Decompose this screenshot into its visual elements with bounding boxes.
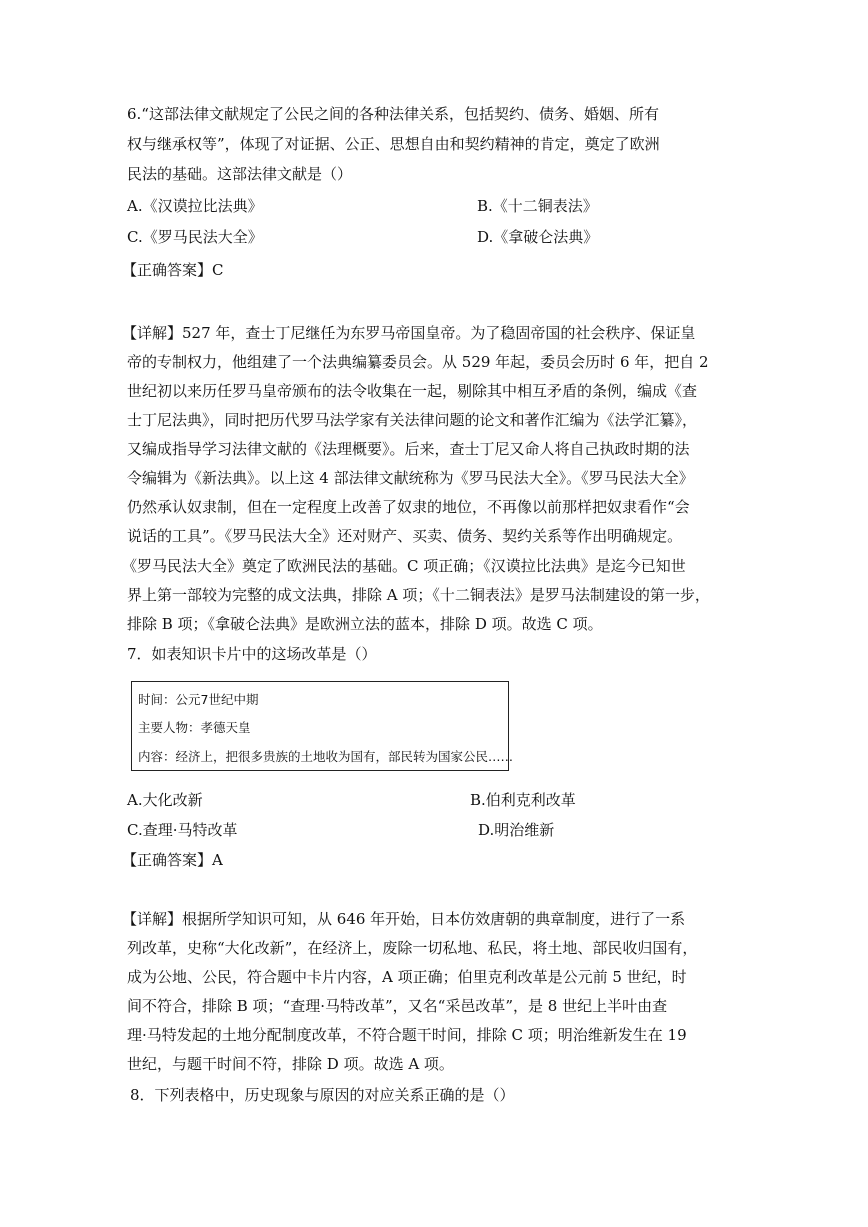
card-content: 内容：经济上，把很多贵族的土地收为国有，部民转为国家公民……: [138, 749, 514, 764]
q6-option-a[interactable]: A.《汉谟拉比法典》: [127, 197, 263, 215]
q6-detail-line-10: 界上第一部较为完整的成文法典，排除 A 项；《十二铜表法》是罗马法制建设的第一步，: [127, 586, 710, 604]
q6-detail-line-8: 说话的工具”。《罗马民法大全》还对财产、买卖、债务、契约关系等作出明确规定。: [127, 527, 683, 545]
q7-stem: 7．如表知识卡片中的这场改革是（）: [127, 645, 377, 663]
q6-option-d[interactable]: D.《拿破仑法典》: [477, 228, 599, 246]
q6-detail-line-6: 令编辑为《新法典》。以上这 4 部法律文献统称为《罗马民法大全》。《罗马民法大全》: [127, 469, 694, 487]
q6-stem-line-1: 6.“这部法律文献规定了公民之间的各种法律关系，包括契约、债务、婚姻、所有: [127, 105, 659, 123]
card-time: 时间：公元7世纪中期: [138, 692, 259, 707]
q6-answer: 【正确答案】C: [122, 261, 224, 279]
q7-option-a[interactable]: A.大化改新: [127, 791, 203, 809]
q7-detail-line-1: 【详解】根据所学知识可知，从 646 年开始，日本仿效唐朝的典章制度，进行了一系: [122, 910, 686, 928]
q6-detail-line-5: 又编成指导学习法律文献的《法理概要》。后来，查士丁尼又命人将自己执政时期的法: [127, 440, 690, 458]
q7-answer: 【正确答案】A: [122, 851, 223, 869]
q8-stem: 8．下列表格中，历史现象与原因的对应关系正确的是（）: [130, 1086, 515, 1104]
q6-stem-line-3: 民法的基础。这部法律文献是（）: [127, 165, 353, 183]
q6-detail-line-7: 仍然承认奴隶制，但在一定程度上改善了奴隶的地位，不再像以前那样把奴隶看作“会: [127, 498, 690, 516]
q7-detail-line-4: 间不符合，排除 B 项；“查理·马特改革”，又名“采邑改革”，是 8 世纪上半叶由查: [127, 997, 668, 1015]
q6-detail-line-1: 【详解】527 年，查士丁尼继任为东罗马帝国皇帝。为了稳固帝国的社会秩序、保证皇: [122, 324, 696, 342]
q7-detail-line-6: 世纪，与题干时间不符，排除 D 项。故选 A 项。: [127, 1055, 454, 1073]
q6-stem-line-2: 权与继承权等”，体现了对证据、公正、思想自由和契约精神的肯定，奠定了欧洲: [127, 135, 660, 153]
q7-detail-line-5: 理·马特发起的土地分配制度改革，不符合题干时间，排除 C 项；明治维新发生在 19: [127, 1026, 687, 1044]
q6-detail-line-4: 士丁尼法典》，同时把历代罗马法学家有关法律问题的论文和著作汇编为《法学汇纂》，: [127, 411, 698, 429]
q7-option-c[interactable]: C.查理·马特改革: [127, 821, 238, 839]
q7-detail-line-3: 成为公地、公民，符合题中卡片内容，A 项正确；伯里克利改革是公元前 5 世纪，时: [127, 968, 687, 986]
q6-option-b[interactable]: B.《十二铜表法》: [477, 197, 598, 215]
q7-option-d[interactable]: D.明治维新: [478, 821, 555, 839]
q6-detail-line-3: 世纪初以来历任罗马皇帝颁布的法令收集在一起，剔除其中相互矛盾的条例，编成《查: [127, 382, 698, 400]
q7-option-b[interactable]: B.伯利克利改革: [470, 791, 576, 809]
q6-option-c[interactable]: C.《罗马民法大全》: [127, 228, 263, 246]
q6-detail-line-2: 帝的专制权力，他组建了一个法典编纂委员会。从 529 年起，委员会历时 6 年，把自 2: [127, 353, 709, 371]
q6-detail-line-11: 排除 B 项；《拿破仑法典》是欧洲立法的蓝本，排除 D 项。故选 C 项。: [127, 615, 603, 633]
card-person: 主要人物：孝德天皇: [138, 720, 251, 735]
q7-detail-line-2: 列改革，史称“大化改新”，在经济上，废除一切私地、私民，将土地、部民收归国有，: [127, 939, 698, 957]
knowledge-card: [131, 681, 514, 771]
q6-detail-line-9: 《罗马民法大全》奠定了欧洲民法的基础。C 项正确；《汉谟拉比法典》是迄今已知世: [122, 557, 686, 575]
